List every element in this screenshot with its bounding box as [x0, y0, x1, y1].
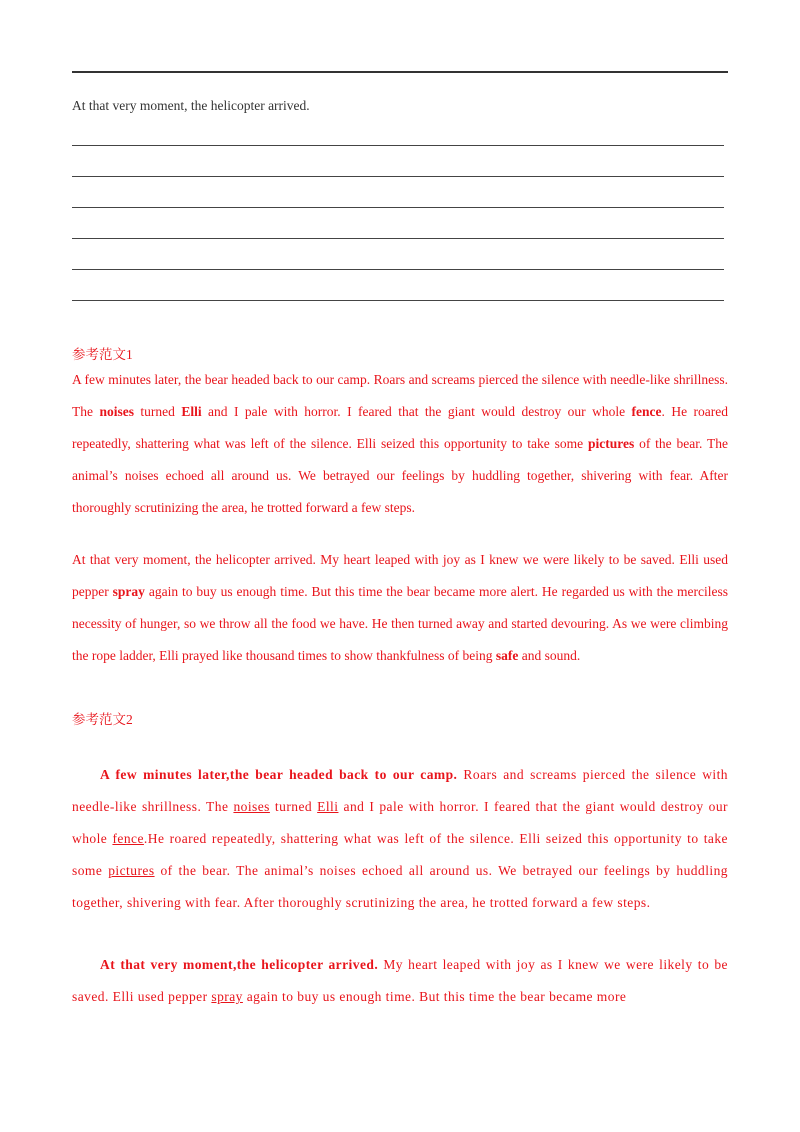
- sample2-paragraph-2: [72, 949, 728, 1013]
- text: again to buy us enough time. But this time the bear became more alert. He regarded us with the merciless necessity of hunger, so we throw all the food we have. He then turned away and started devouring. As we were climbing the rope ladder, Elli prayed like thousand times to show thankfulness of being: [72, 584, 728, 663]
- keyword: pictures: [587, 436, 635, 451]
- underlined-keyword: Elli: [317, 799, 339, 814]
- text: and sound.: [518, 648, 581, 663]
- underlined-keyword: fence: [112, 831, 144, 846]
- text: At that very moment, the helicopter arrived. My heart leaped with joy as I knew we were likely to be saved. Elli used pepper: [72, 552, 728, 599]
- sample1-paragraph-2: [72, 544, 728, 672]
- text: My heart leaped with joy as I knew we were likely to be saved. Elli used pepper: [72, 957, 728, 1004]
- text: and I pale with horror. I feared that the giant would destroy our whole: [72, 799, 728, 846]
- top-rule: [72, 71, 728, 73]
- text: A few minutes later, the bear headed back to our camp. Roars and screams pierced the silence with needle-like shrillness. The: [72, 372, 728, 419]
- text: and I pale with horror. I feared that the giant would destroy our whole: [201, 404, 632, 419]
- text: of the bear. The animal’s noises echoed all around us. We betrayed our feelings by huddling together, shivering with fear. After thoroughly scrutinizing the area, he trotted forward a few steps.: [72, 863, 728, 910]
- text: again to buy us enough time. But this time the bear became more: [242, 989, 627, 1004]
- answer-blank-line: [72, 176, 724, 177]
- underlined-keyword: spray: [211, 989, 243, 1004]
- answer-blank-line: [72, 300, 724, 301]
- keyword: fence: [631, 404, 662, 419]
- lead-sentence: A few minutes later,the bear headed back to our camp.: [100, 767, 458, 782]
- text: . He roared repeatedly, shattering what was left of the silence. Elli seized this opportunity to take some: [72, 404, 728, 451]
- answer-blank-line: [72, 145, 724, 146]
- keyword: Elli: [181, 404, 202, 419]
- text: Roars and screams pierced the silence with needle-like shrillness. The: [72, 767, 728, 814]
- underlined-keyword: pictures: [108, 863, 155, 878]
- sample2-heading: 参考范文2: [72, 712, 133, 727]
- answer-blank-line: [72, 269, 724, 270]
- keyword: safe: [495, 648, 519, 663]
- answer-blank-line: [72, 238, 724, 239]
- underlined-keyword: noises: [233, 799, 270, 814]
- text: turned: [269, 799, 318, 814]
- answer-blank-line: [72, 207, 724, 208]
- keyword: spray: [112, 584, 145, 599]
- text: .He roared repeatedly, shattering what was left of the silence. Elli seized this opportunity to take some: [72, 831, 728, 878]
- sample2-paragraph-1: [72, 759, 728, 919]
- text: of the bear. The animal’s noises echoed all around us. We betrayed our feelings by huddling together, shivering with fear. After thoroughly scrutinizing the area, he trotted forward a few steps.: [72, 436, 729, 515]
- text: turned: [133, 404, 182, 419]
- sample1-heading: 参考范文1: [72, 347, 133, 362]
- sample1-paragraph-1: [72, 364, 728, 524]
- prompt-line: At that very moment, the helicopter arrived.: [72, 98, 310, 113]
- lead-sentence: At that very moment,the helicopter arrived.: [100, 957, 379, 972]
- keyword: noises: [99, 404, 134, 419]
